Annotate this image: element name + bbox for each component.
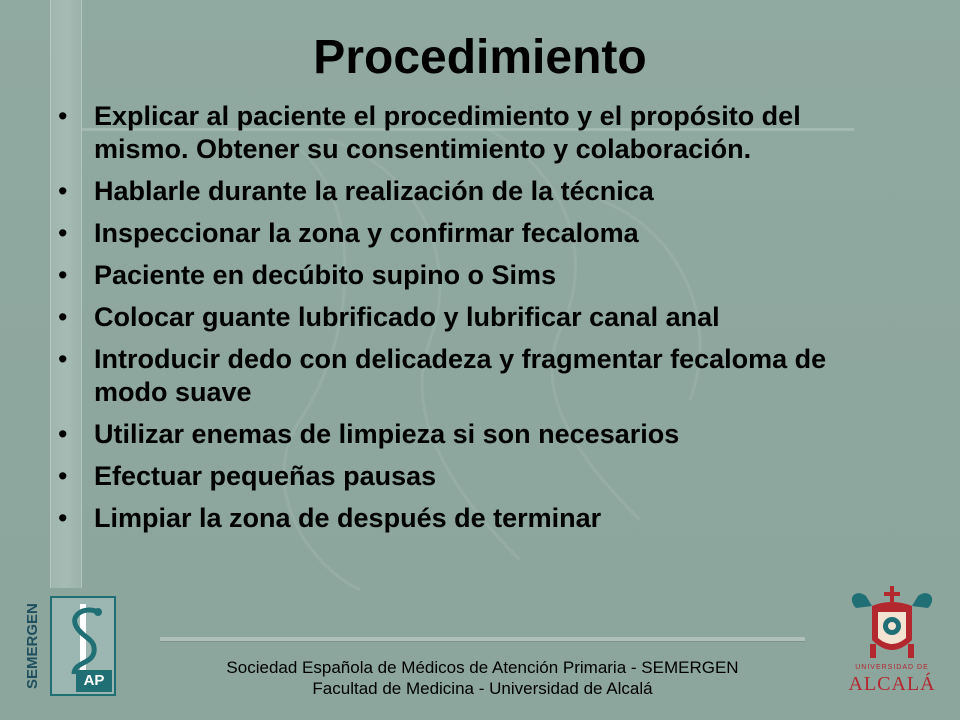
bullet-dot: •: [58, 503, 68, 533]
bullet-text: Hablarle durante la realización de la técnica: [94, 176, 654, 206]
bullet-dot: •: [58, 260, 68, 290]
bullet-text: Efectuar pequeñas pausas: [94, 461, 437, 491]
bullet-text: Limpiar la zona de después de terminar: [94, 503, 602, 533]
bullet-item: [58, 259, 888, 292]
bullet-dot: •: [58, 302, 68, 332]
bullet-text: Inspeccionar la zona y confirmar fecaloma: [94, 218, 639, 248]
bullet-text: Colocar guante lubrificado y lubrificar canal anal: [94, 302, 720, 332]
university-name: ALCALÁ: [848, 673, 936, 695]
bullet-text: Paciente en decúbito supino o Sims: [94, 260, 557, 290]
bullet-item: [58, 175, 888, 208]
bullet-item: [58, 418, 888, 451]
bullet-text: Introducir dedo con delicadeza y fragmentar fecaloma de modo suave: [94, 344, 827, 407]
footer-divider: [160, 637, 805, 641]
bullet-dot: •: [58, 461, 68, 491]
bullet-item: [58, 460, 888, 493]
universidad-alcala-logo: [842, 584, 942, 696]
bullet-item: [58, 502, 888, 535]
semergen-logo-text: SEMERGEN: [24, 603, 41, 689]
footer-line-1: Sociedad Española de Médicos de Atención Primaria - SEMERGEN: [226, 658, 739, 677]
footer-line-2: Facultad de Medicina - Universidad de Alcalá: [312, 679, 653, 698]
university-crest-icon: [842, 584, 942, 664]
bullet-item: [58, 343, 888, 409]
bullet-list: [58, 100, 888, 544]
bullet-dot: •: [58, 218, 68, 248]
bullet-item: [58, 217, 888, 250]
bullet-dot: •: [58, 101, 68, 131]
slide-title: Procedimiento: [313, 31, 647, 84]
footer: [160, 657, 805, 699]
bullet-text: Utilizar enemas de limpieza si son necesarios: [94, 419, 680, 449]
bullet-dot: •: [58, 419, 68, 449]
semergen-logo: [24, 596, 114, 696]
university-label: UNIVERSIDAD DE: [855, 664, 929, 671]
bullet-text: Explicar al paciente el procedimiento y el propósito del mismo. Obtener su consentimiento y colaboración.: [94, 101, 801, 164]
bullet-item: [58, 301, 888, 334]
bullet-item: [58, 100, 888, 166]
bullet-dot: •: [58, 176, 68, 206]
semergen-ap-badge: AP: [76, 670, 112, 692]
bullet-dot: •: [58, 344, 68, 374]
